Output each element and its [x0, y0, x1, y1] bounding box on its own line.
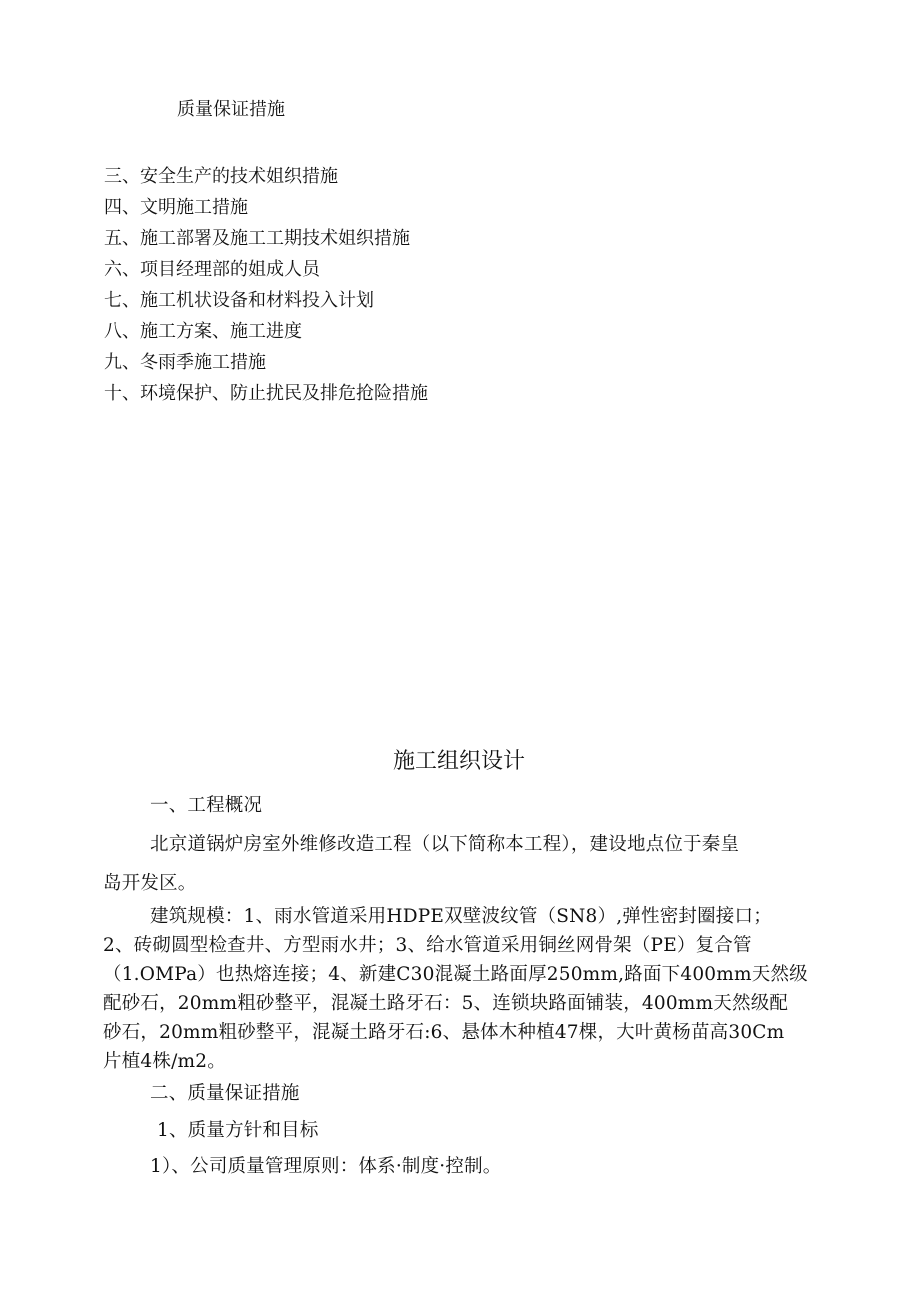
section2-heading: 二、质量保证措施: [150, 1083, 300, 1104]
toc-lead: 质量保证措施: [177, 99, 285, 120]
scale-line-4: 配砂石，20mm粗砂整平，混凝土路牙石：5、连锁块路面铺装，400mm天然级配: [103, 993, 789, 1014]
toc-item-4: 四、文明施工措施: [104, 197, 248, 218]
toc-item-7: 七、施工机状设备和材料投入计划: [104, 290, 374, 311]
section1-heading: 一、工程概况: [150, 795, 263, 816]
toc-item-5: 五、施工部署及施工工期技术姐织措施: [104, 228, 410, 249]
scale-line-2: 2、砖砌圆型检查井、方型雨水井；3、给水管道采用铜丝网骨架（PE）复合管: [103, 935, 752, 956]
scale-line-3: （1.OMPa）也热熔连接；4、新建C30混凝土路面厚250mm,路面下400mm天然级: [103, 964, 808, 985]
sub1-item: 1）、公司质量管理原则：体系·制度·控制。: [150, 1156, 502, 1177]
overview-line-1: 北京道锅炉房室外维修改造工程（以下简称本工程），建设地点位于秦皇: [150, 834, 740, 855]
sub1-heading: 1、质量方针和目标: [157, 1120, 319, 1141]
toc-item-8: 八、施工方案、施工进度: [104, 321, 302, 342]
overview-line-2: 岛开发区。: [103, 873, 197, 894]
toc-item-3: 三、安全生产的技术姐织措施: [104, 166, 338, 187]
toc-item-6: 六、项目经理部的姐成人员: [104, 259, 320, 280]
scale-line-6: 片植4株/m2。: [103, 1051, 226, 1072]
toc-item-10: 十、环境保护、防止扰民及排危抢险措施: [104, 383, 428, 404]
scale-line-5: 砂石，20mm粗砂整平，混凝土路牙石:6、悬体木种植47棵，大叶黄杨苗高30Cm: [103, 1022, 785, 1043]
toc-item-9: 九、冬雨季施工措施: [104, 352, 266, 373]
doc-title: 施工组织设计: [393, 749, 526, 774]
scale-line-1: 建筑规模：1、雨水管道采用HDPE双壁波纹管（SN8）,弹性密封圈接口；: [150, 906, 772, 927]
